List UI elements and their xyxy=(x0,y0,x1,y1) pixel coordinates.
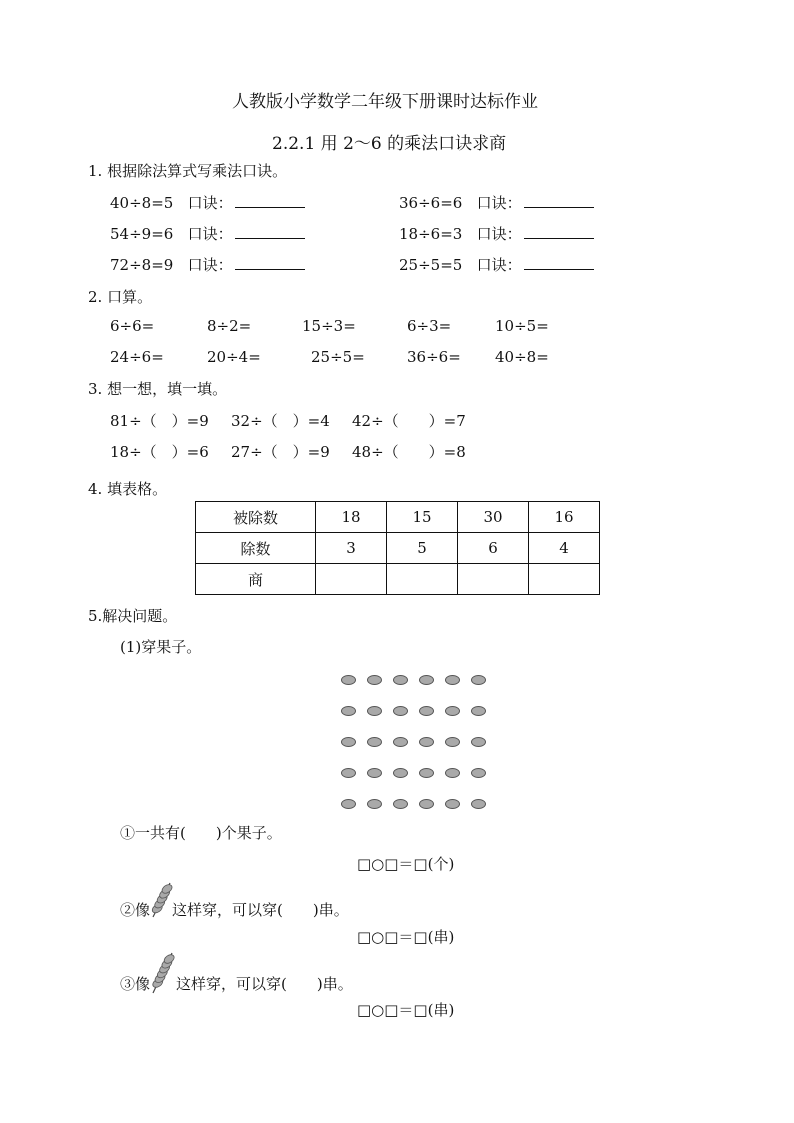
fruit-icon xyxy=(445,706,460,716)
q1-item-5 xyxy=(110,254,305,275)
q5-sub-title: (1)穿果子。 xyxy=(120,638,202,656)
fruit-icon xyxy=(393,799,408,809)
table-cell: 4 xyxy=(529,533,600,564)
q1-item-6 xyxy=(399,254,594,275)
table-row xyxy=(196,564,600,595)
fruit-icon xyxy=(367,737,382,747)
q3-expr: 32÷（ ）=4 xyxy=(231,412,330,430)
answer-cell[interactable] xyxy=(529,564,600,595)
answer-blank[interactable] xyxy=(235,255,305,270)
q1-item-4 xyxy=(399,223,594,244)
q1-label: 口诀： xyxy=(187,225,233,243)
table-cell: 除数 xyxy=(196,533,316,564)
fruit-icon xyxy=(471,768,486,778)
q3-expr: 42÷（ ）=7 xyxy=(352,412,466,430)
fruit-icon xyxy=(419,675,434,685)
table-row xyxy=(196,502,600,533)
table-cell: 3 xyxy=(316,533,387,564)
q2-expr: 25÷5= xyxy=(311,348,365,366)
answer-cell[interactable] xyxy=(387,564,458,595)
fruit-icon xyxy=(445,737,460,747)
fruit-icon xyxy=(367,706,382,716)
fruit-icon xyxy=(445,675,460,685)
fruit-icon xyxy=(341,706,356,716)
fruit-icon xyxy=(367,675,382,685)
q2-expr: 8÷2= xyxy=(207,317,252,335)
fruit-icon xyxy=(367,799,382,809)
q3-title: 3. 想一想，填一填。 xyxy=(88,380,228,398)
q1-expr: 72÷8=9 xyxy=(110,256,174,274)
q2-expr: 20÷4= xyxy=(207,348,261,366)
table-cell: 18 xyxy=(316,502,387,533)
question-c-prefix: ③像 xyxy=(120,975,151,993)
answer-blank[interactable] xyxy=(524,255,594,270)
q3-expr: 81÷（ ）=9 xyxy=(110,412,209,430)
q2-expr: 36÷6= xyxy=(407,348,461,366)
q1-label: 口诀： xyxy=(187,256,233,274)
q4-title: 4. 填表格。 xyxy=(88,480,168,498)
fruit-icon xyxy=(471,737,486,747)
question-b-text: 这样穿，可以穿( )串。 xyxy=(172,901,349,919)
fruit-icon xyxy=(341,675,356,685)
answer-cell[interactable] xyxy=(316,564,387,595)
table-cell: 5 xyxy=(387,533,458,564)
q2-expr: 10÷5= xyxy=(495,317,549,335)
fruit-icon xyxy=(419,768,434,778)
fruit-icon xyxy=(471,706,486,716)
q1-item-3 xyxy=(110,223,305,244)
table-cell: 15 xyxy=(387,502,458,533)
fruit-icon xyxy=(419,799,434,809)
table-cell: 16 xyxy=(529,502,600,533)
q1-label: 口诀： xyxy=(187,194,233,212)
question-a: ①一共有( )个果子。 xyxy=(120,824,282,842)
equation-b: □○□＝□(串) xyxy=(357,928,455,946)
fruit-icon xyxy=(367,768,382,778)
q1-label: 口诀： xyxy=(476,256,522,274)
page-title: 人教版小学数学二年级下册课时达标作业 xyxy=(232,92,538,112)
table-cell: 被除数 xyxy=(196,502,316,533)
table-row xyxy=(196,533,600,564)
q1-expr: 54÷9=6 xyxy=(110,225,174,243)
question-c-text: 这样穿，可以穿( )串。 xyxy=(176,975,353,993)
fruit-icon xyxy=(445,799,460,809)
fruit-icon xyxy=(419,737,434,747)
q1-label: 口诀： xyxy=(476,194,522,212)
q1-label: 口诀： xyxy=(476,225,522,243)
q1-expr: 18÷6=3 xyxy=(399,225,463,243)
division-table xyxy=(195,501,600,595)
equation-c: □○□＝□(串) xyxy=(357,1001,455,1019)
q3-expr: 27÷（ ）=9 xyxy=(231,443,330,461)
fruit-icon xyxy=(341,768,356,778)
fruit-icon xyxy=(341,799,356,809)
skewer-icon xyxy=(150,950,178,994)
q1-expr: 40÷8=5 xyxy=(110,194,174,212)
page-subtitle: 2.2.1 用 2～6 的乘法口诀求商 xyxy=(272,134,507,154)
fruit-icon xyxy=(341,737,356,747)
q1-expr: 36÷6=6 xyxy=(399,194,463,212)
table-cell: 6 xyxy=(458,533,529,564)
q2-title: 2. 口算。 xyxy=(88,288,153,306)
fruit-icon xyxy=(471,799,486,809)
q2-expr: 40÷8= xyxy=(495,348,549,366)
table-cell: 30 xyxy=(458,502,529,533)
fruit-icon xyxy=(393,768,408,778)
fruit-icon xyxy=(445,768,460,778)
q1-title: 1. 根据除法算式写乘法口诀。 xyxy=(88,162,288,180)
fruit-icon xyxy=(393,706,408,716)
q1-expr: 25÷5=5 xyxy=(399,256,463,274)
answer-blank[interactable] xyxy=(524,224,594,239)
q1-item-1 xyxy=(110,192,305,213)
q2-expr: 6÷3= xyxy=(407,317,452,335)
answer-cell[interactable] xyxy=(458,564,529,595)
q2-expr: 15÷3= xyxy=(302,317,356,335)
fruit-icon xyxy=(471,675,486,685)
q5-title: 5.解决问题。 xyxy=(88,607,178,625)
q3-expr: 18÷（ ）=6 xyxy=(110,443,209,461)
fruit-icon xyxy=(393,675,408,685)
question-b-prefix: ②像 xyxy=(120,901,151,919)
answer-blank[interactable] xyxy=(524,193,594,208)
answer-blank[interactable] xyxy=(235,193,305,208)
equation-a: □○□＝□(个) xyxy=(357,855,455,873)
q1-item-2 xyxy=(399,192,594,213)
q2-expr: 6÷6= xyxy=(110,317,155,335)
fruit-icon xyxy=(419,706,434,716)
fruit-icon xyxy=(393,737,408,747)
table-cell: 商 xyxy=(196,564,316,595)
q2-expr: 24÷6= xyxy=(110,348,164,366)
q3-expr: 48÷（ ）=8 xyxy=(352,443,466,461)
answer-blank[interactable] xyxy=(235,224,305,239)
